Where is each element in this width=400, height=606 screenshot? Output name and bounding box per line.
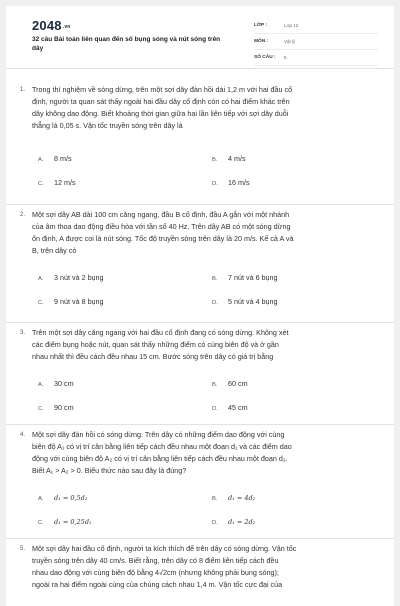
option-letter: C. xyxy=(38,181,44,187)
question-number: 3. xyxy=(20,330,26,336)
question-line: B, trên dây có xyxy=(32,246,77,255)
question-text xyxy=(32,429,370,477)
option-a[interactable] xyxy=(38,379,74,390)
question-line: Một sợi dây AB dài 100 cm căng ngang, đầu B cố định, đầu A gắn với một nhánh xyxy=(32,210,290,219)
option-letter: A. xyxy=(38,157,44,163)
option-letter: D. xyxy=(212,300,218,306)
question-line: các điểm bụng hoặc nút, quan sát thấy những điểm có cùng biên độ và ở gần xyxy=(32,340,279,349)
meta-row-subject xyxy=(254,34,378,50)
question-line: Một sợi dây đàn hồi có sóng dừng. Trên dây có những điểm dao động với cùng xyxy=(32,430,285,439)
option-text: d₁ = 0,25d₂ xyxy=(54,518,92,526)
document-header xyxy=(6,6,394,69)
option-text: 8 m/s xyxy=(54,154,72,163)
option-letter: C. xyxy=(38,300,44,306)
question-line: định, người ta quan sát thấy ngoài hai đầu dây cố định còn có hai điểm khác trên xyxy=(32,97,290,106)
question-text xyxy=(32,543,370,591)
question-line: dây không dao động. Biết khoảng thời gian giữa hai lần liên tiếp với sợi dây duỗi xyxy=(32,109,289,118)
question-line: truyền sóng trên dây 40 cm/s. Biết rằng, trên dây có 8 điểm liên tiếp cách đều xyxy=(32,556,279,565)
question-line: biên độ A₁ có vị trí cân bằng liên tiếp cách đều nhau một đoạn d₁ và các điểm dao xyxy=(32,442,292,451)
option-b[interactable] xyxy=(212,273,278,284)
meta-row-count xyxy=(254,50,378,66)
meta-key: SỐ CÂU : xyxy=(254,55,276,60)
option-text: 9 nút và 8 bụng xyxy=(54,297,104,306)
option-letter: D. xyxy=(212,520,218,526)
option-c[interactable] xyxy=(38,297,104,308)
question-number: 1. xyxy=(20,87,26,93)
question-number: 4. xyxy=(20,432,26,438)
option-text: 45 cm xyxy=(228,403,248,412)
option-text: d₁ = 0,5d₂ xyxy=(54,494,88,502)
question-line: ổn định, A được coi là nút sóng. Tốc độ truyền sóng trên dây là 20 m/s. Kể cả A và xyxy=(32,234,294,243)
option-text: d₁ = 2d₂ xyxy=(228,518,256,526)
meta-value: Lớp 12 xyxy=(284,23,299,28)
option-text: 60 cm xyxy=(228,379,248,388)
option-letter: B. xyxy=(212,276,218,282)
option-c[interactable] xyxy=(38,517,92,528)
question-line: nhau dao động với cùng biên độ bằng 4√2cm (nhưng không phải bụng sóng); xyxy=(32,568,279,577)
option-d[interactable] xyxy=(212,178,250,189)
option-a[interactable] xyxy=(38,154,72,165)
option-a[interactable] xyxy=(38,493,87,504)
question-3 xyxy=(6,322,394,425)
option-text: d₁ = 4d₂ xyxy=(228,494,256,502)
option-letter: A. xyxy=(38,276,44,282)
option-letter: C. xyxy=(38,406,44,412)
question-number: 2. xyxy=(20,212,26,218)
option-c[interactable] xyxy=(38,403,74,414)
option-text: 5 nút và 4 bụng xyxy=(228,297,278,306)
option-text: 4 m/s xyxy=(228,154,246,163)
option-text: 30 cm xyxy=(54,379,74,388)
option-b[interactable] xyxy=(212,379,248,390)
option-c[interactable] xyxy=(38,178,76,189)
document-page xyxy=(6,6,394,606)
meta-key: MÔN : xyxy=(254,39,269,44)
question-line: động với cùng biên độ A₂ có vị trí cân bằng liên tiếp cách đều nhau một đoạn d₂. xyxy=(32,454,288,463)
option-letter: D. xyxy=(212,406,218,412)
option-letter: B. xyxy=(212,382,218,388)
question-line: của âm thoa dao động điều hòa với tần số 40 Hz. Trên dây AB có một sóng dừng xyxy=(32,222,291,231)
logo-text: 2048 xyxy=(32,18,62,33)
option-b[interactable] xyxy=(212,154,246,165)
question-2 xyxy=(6,204,394,323)
question-text xyxy=(32,84,370,132)
question-text xyxy=(32,209,370,257)
question-5 xyxy=(6,538,394,606)
option-d[interactable] xyxy=(212,517,255,528)
meta-row-class xyxy=(254,18,378,34)
question-line: Trên một sợi dây căng ngang với hai đầu cố định đang có sóng dừng. Không xét xyxy=(32,328,289,337)
question-line: Trong thí nghiệm về sóng dừng, trên một sợi dây đàn hồi dài 1,2 m với hai đầu cố xyxy=(32,85,293,94)
question-line: Một sợi dây hai đầu cố định, người ta kích thích để trên dây có sóng dừng. Vận tốc xyxy=(32,544,297,553)
option-d[interactable] xyxy=(212,403,248,414)
question-text xyxy=(32,327,370,363)
option-text: 7 nút và 6 bụng xyxy=(228,273,278,282)
option-letter: B. xyxy=(212,157,218,163)
option-text: 12 m/s xyxy=(54,178,76,187)
question-line: nhau nhất thì đều cách đều nhau 15 cm. Bước sóng trên dây có giá trị bằng xyxy=(32,352,274,361)
option-b[interactable] xyxy=(212,493,255,504)
option-letter: B. xyxy=(212,496,218,502)
question-line: Biết A₁ > A₂ > 0. Biểu thức nào sau đây là đúng? xyxy=(32,466,187,475)
question-4 xyxy=(6,424,394,539)
question-1 xyxy=(6,68,394,205)
option-letter: D. xyxy=(212,181,218,187)
document-title: 32 câu Bài toán liên quan đến số bụng sóng và nút sóng trên dây xyxy=(32,36,221,52)
option-text: 16 m/s xyxy=(228,178,250,187)
meta-key: LỚP : xyxy=(254,23,268,28)
option-text: 90 cm xyxy=(54,403,74,412)
meta-value: 5 xyxy=(284,55,287,60)
option-a[interactable] xyxy=(38,273,104,284)
question-line: thẳng là 0,05 s. Vận tốc truyền sóng trên dây là xyxy=(32,121,183,130)
option-letter: C. xyxy=(38,520,44,526)
question-line: ngoài ra hai điểm ngoài cùng của chúng cách nhau 1,4 m. Vận tốc cực đại của xyxy=(32,580,283,589)
option-d[interactable] xyxy=(212,297,278,308)
option-letter: A. xyxy=(38,382,44,388)
meta-value: Vật lý xyxy=(284,39,296,44)
meta-table xyxy=(254,18,378,66)
option-text: 3 nút và 2 bụng xyxy=(54,273,104,282)
option-letter: A. xyxy=(38,496,44,502)
site-logo[interactable] xyxy=(32,18,71,33)
question-number: 5. xyxy=(20,546,26,552)
logo-suffix: .vn xyxy=(62,23,71,30)
